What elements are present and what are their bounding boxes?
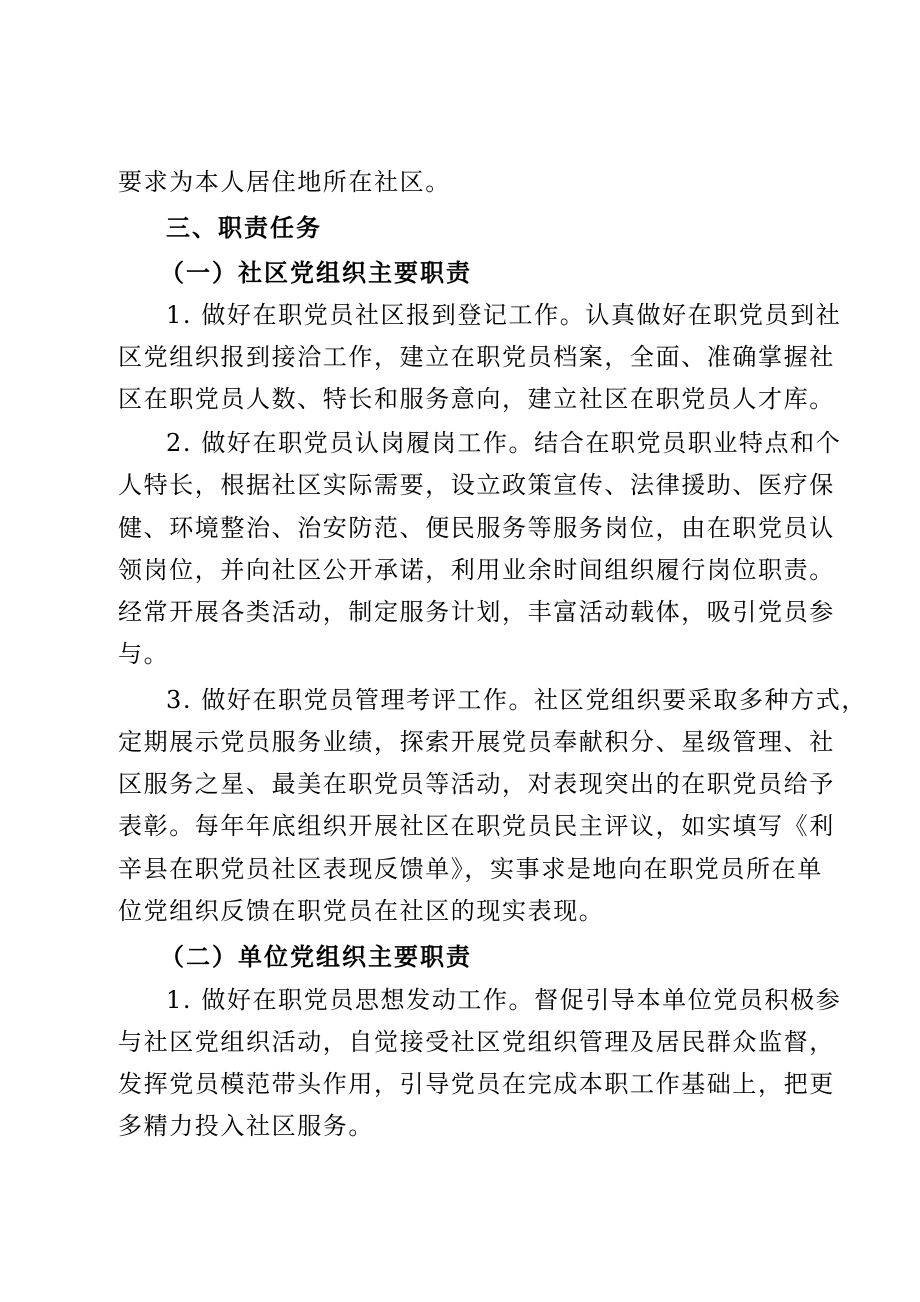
subsection-heading: （二）单位党组织主要职责 [160,943,472,971]
paragraph-line: 表彰。每年年底组织开展社区在职党员民主评议，如实填写《利 [118,812,835,840]
paragraph-line: 与。 [118,640,170,668]
paragraph-line: 2. 做好在职党员认岗履岗工作。结合在职党员职业特点和个 [166,429,842,457]
paragraph-line: 3. 做好在职党员管理考评工作。社区党组织要采取多种方式， [166,686,867,714]
paragraph-line: 位党组织反馈在职党员在社区的现实表现。 [118,897,605,925]
section-heading: 三、职责任务 [166,214,322,242]
paragraph-line: 定期展示党员服务业绩，探索开展党员奉献积分、星级管理、社 [118,728,835,756]
paragraph-line: 经常开展各类活动，制定服务计划，丰富活动载体，吸引党员参 [118,598,835,626]
paragraph-line: 多精力投入社区服务。 [118,1112,374,1140]
paragraph-line: 1. 做好在职党员思想发动工作。督促引导本单位党员积极参 [166,986,842,1014]
paragraph-line: 区在职党员人数、特长和服务意向，建立社区在职党员人才库。 [118,385,835,413]
paragraph-line: 发挥党员模范带头作用，引导党员在完成本职工作基础上，把更 [118,1070,835,1098]
subsection-heading: （一）社区党组织主要职责 [160,259,472,287]
paragraph-line: 区服务之星、最美在职党员等活动，对表现突出的在职党员给予 [118,770,835,798]
paragraph-line: 与社区党组织活动，自觉接受社区党组织管理及居民群众监督， [118,1028,835,1056]
paragraph-line: 领岗位，并向社区公开承诺，利用业余时间组织履行岗位职责。 [118,556,835,584]
paragraph-line: 人特长，根据社区实际需要，设立政策宣传、法律援助、医疗保 [118,471,835,499]
paragraph-line: 1. 做好在职党员社区报到登记工作。认真做好在职党员到社 [166,301,842,329]
paragraph-line: 辛县在职党员社区表现反馈单》，实事求是地向在职党员所在单 [118,855,823,883]
paragraph-line: 区党组织报到接洽工作，建立在职党员档案，全面、准确掌握社 [118,343,835,371]
paragraph-line: 要求为本人居住地所在社区。 [118,168,451,196]
paragraph-line: 健、环境整治、治安防范、便民服务等服务岗位，由在职党员认 [118,514,835,542]
